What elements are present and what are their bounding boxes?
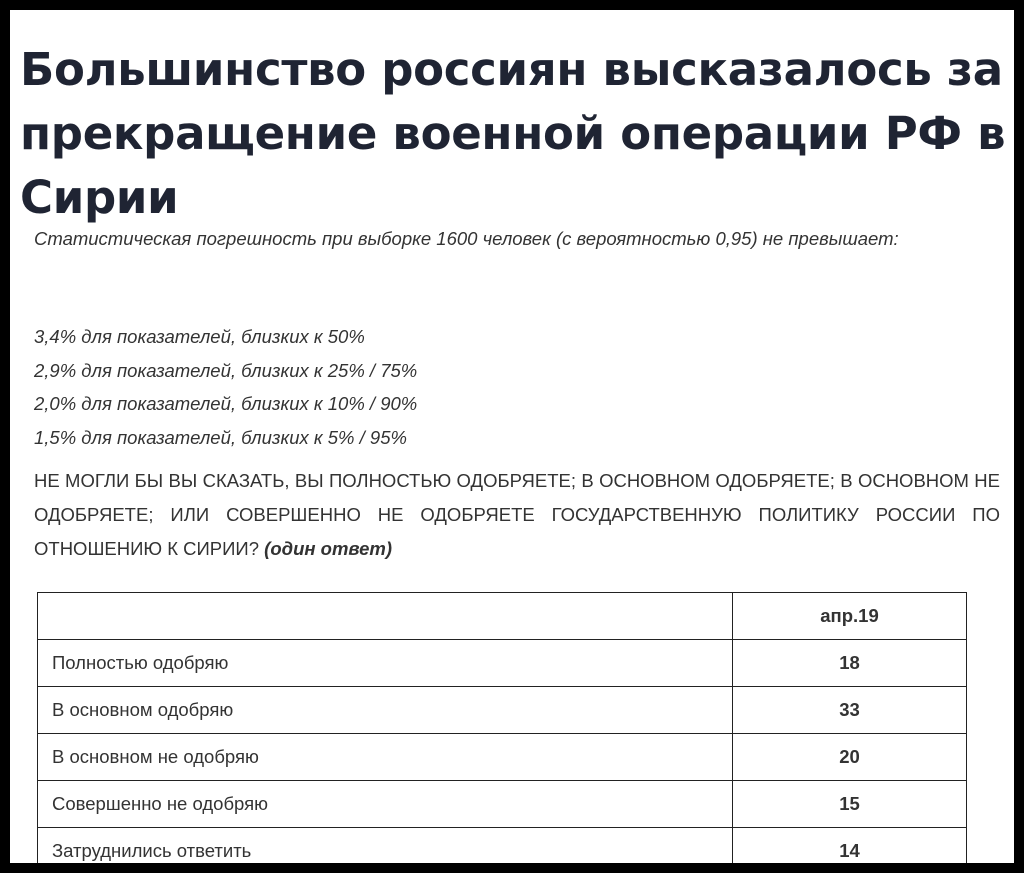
sampling-error-note: Статистическая погрешность при выборке 1600 человек (с вероятностью 0,95) не превышает:	[34, 228, 899, 249]
row-value: 15	[733, 781, 967, 828]
error-margin-item: 2,9% для показателей, близких к 25% / 75%	[34, 359, 418, 381]
results-table	[37, 592, 967, 863]
row-value: 18	[733, 640, 967, 687]
row-label: Полностью одобряю	[38, 640, 733, 687]
row-label: В основном не одобряю	[38, 734, 733, 781]
error-margin-item: 1,5% для показателей, близких к 5% / 95%	[34, 426, 407, 448]
error-margin-item: 3,4% для показателей, близких к 50%	[34, 326, 365, 347]
survey-question-text: НЕ МОГЛИ БЫ ВЫ СКАЗАТЬ, ВЫ ПОЛНОСТЬЮ ОДОБРЯЕТЕ; В ОСНОВНОМ ОДОБРЯЕТЕ; В ОСНОВНОМ НЕ ОДОБРЯЕТЕ; ИЛИ СОВЕРШЕННО НЕ ОДОБРЯЕТЕ ГОСУДАРСТВЕННУЮ ПОЛИТИКУ РОССИИ ПО ОТНОШЕНИЮ К СИРИИ?	[34, 470, 1000, 559]
table-row	[38, 640, 967, 687]
table-header-label	[38, 593, 733, 640]
article-page	[10, 10, 1014, 863]
survey-question-hint: (один ответ)	[264, 538, 393, 559]
table-row	[38, 781, 967, 828]
table-row	[38, 828, 967, 864]
error-margin-item: 2,0% для показателей, близких к 10% / 90%	[34, 393, 418, 414]
row-label: В основном одобряю	[38, 687, 733, 734]
error-margins-list	[34, 320, 1000, 454]
row-value: 33	[733, 687, 967, 734]
table-header-row	[38, 593, 967, 640]
article-title: Большинство россиян высказалось за прекращение военной операции РФ в Сирии	[20, 43, 1006, 224]
row-value: 20	[733, 734, 967, 781]
row-value: 14	[733, 828, 967, 864]
table-row	[38, 734, 967, 781]
survey-question	[34, 464, 1000, 566]
table-header-date: апр.19	[733, 593, 967, 640]
table-row	[38, 687, 967, 734]
row-label: Совершенно не одобряю	[38, 781, 733, 828]
row-label: Затруднились ответить	[38, 828, 733, 864]
